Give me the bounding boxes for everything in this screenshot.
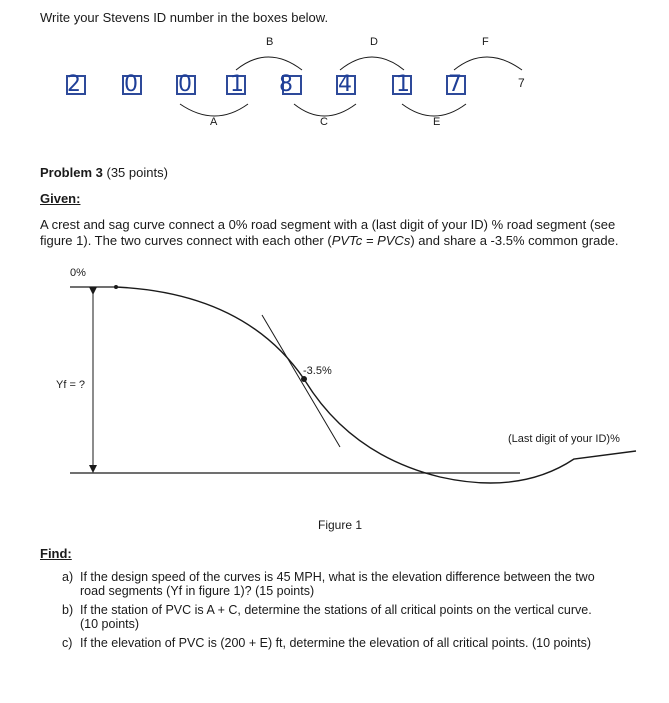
find-item-b (62, 603, 669, 631)
id-digit-5: 8 (279, 72, 293, 97)
find-item-b-line2: (10 points) (80, 617, 140, 631)
instruction-text: Write your Stevens ID number in the boxes below. (40, 10, 329, 25)
letter-a: A (210, 116, 218, 128)
given-line-1: A crest and sag curve connect a 0% road segment with a (last digit of your ID) % road segment (see (40, 217, 616, 232)
find-item-a-line2: road segments (Yf in figure 1)? (15 points) (80, 584, 315, 598)
find-item-b-label: b) (62, 603, 74, 617)
find-heading: Find: (40, 546, 72, 561)
given-line-2-post: ) and share a -3.5% common grade. (410, 233, 619, 248)
given-line-2 (40, 233, 660, 248)
figure-1-diagram (0, 255, 669, 515)
figure-caption: Figure 1 (318, 518, 363, 532)
find-item-a-line1: If the design speed of the curves is 45 MPH, what is the elevation difference between the two (80, 570, 595, 584)
id-digit-7: 1 (396, 72, 410, 97)
find-item-c-line1: If the elevation of PVC is (200 + E) ft, determine the elevation of all critical points. (10 points) (80, 636, 592, 650)
letter-d: D (370, 36, 378, 48)
id-digit-3: 0 (178, 72, 192, 97)
problem-points: (35 points) (106, 165, 168, 180)
last-grade-label: (Last digit of your ID)% (508, 433, 620, 445)
given-equation: PVTc = PVCs (331, 233, 411, 248)
id-digit-8: 7 (448, 72, 462, 97)
problem-title: Problem 3 (40, 165, 103, 180)
letter-f: F (482, 36, 489, 48)
grade-top-label: 0% (70, 267, 86, 279)
extra-digit: 7 (518, 76, 525, 90)
letter-c: C (320, 116, 328, 128)
figure-1 (0, 255, 669, 532)
letter-e: E (433, 116, 441, 128)
given-line-2-pre: figure 1). The two curves connect with each other ( (40, 233, 332, 248)
yf-label: Yf = ? (56, 379, 86, 391)
id-digit-2: 0 (124, 72, 138, 97)
common-grade-label: -3.5% (303, 365, 332, 377)
problem-title-line (40, 165, 168, 180)
id-boxes (0, 30, 669, 140)
given-heading: Given: (40, 191, 81, 206)
letter-b: B (266, 36, 274, 48)
id-digit-4: 1 (230, 72, 244, 97)
find-item-b-line1: If the station of PVC is A + C, determine the stations of all critical points on the vertical curve. (80, 603, 592, 617)
id-digit-6: 4 (338, 72, 352, 97)
find-item-c (62, 636, 669, 650)
find-item-a-label: a) (62, 570, 74, 584)
id-digit-1: 2 (67, 72, 81, 97)
id-arcs (0, 30, 669, 140)
find-item-c-label: c) (62, 636, 73, 650)
find-item-a (62, 570, 669, 598)
